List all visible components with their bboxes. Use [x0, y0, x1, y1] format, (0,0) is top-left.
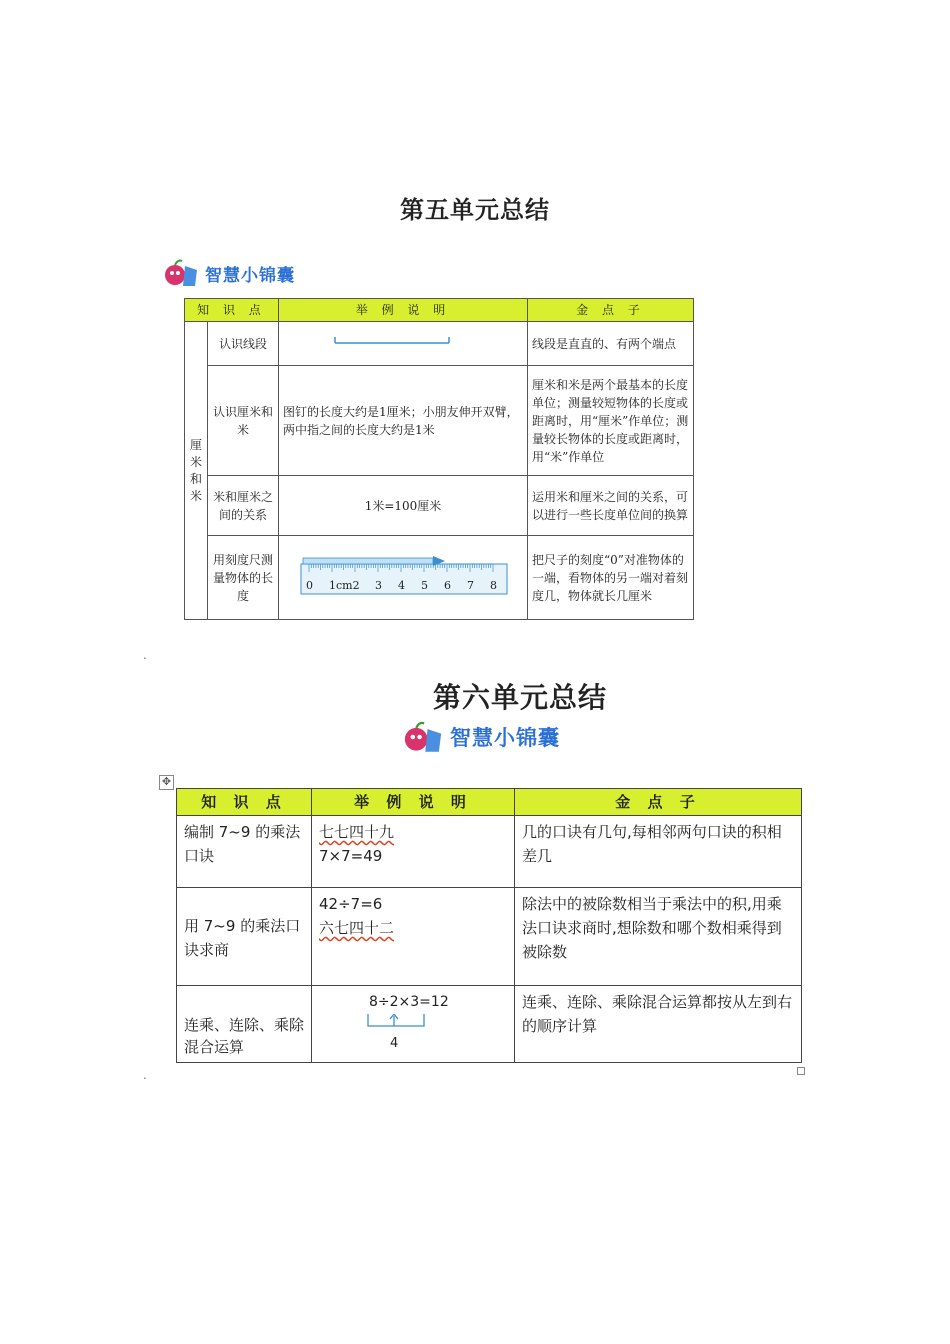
example-cell [279, 322, 528, 366]
unit5-badge [163, 258, 295, 288]
line-segment-figure [283, 331, 523, 351]
tip-cell: 几的口诀有几句,每相邻两句口诀的积相差几 [515, 816, 802, 888]
table-header [185, 299, 694, 322]
table-row [185, 322, 694, 366]
unit5-title: 第五单元总结 [400, 196, 550, 224]
ruler-label: 0 [306, 579, 313, 592]
expression: 8÷2×3=12 [369, 994, 449, 1010]
table-row [185, 536, 694, 620]
header-tip: 金 点 子 [515, 789, 802, 816]
intermediate-result: 4 [390, 1036, 399, 1051]
tip-cell: 运用米和厘米之间的关系，可以进行一些长度单位间的换算 [528, 476, 694, 536]
topic-cell: 米和厘米之间的关系 [208, 476, 279, 536]
unit5-table [184, 298, 694, 620]
ruler-label: 1cm2 [329, 579, 360, 592]
table-row [185, 476, 694, 536]
header-example: 举 例 说 明 [312, 789, 515, 816]
topic-cell: 用刻度尺测量物体的长度 [208, 536, 279, 620]
header-knowledge: 知 识 点 [177, 789, 312, 816]
example-line-1: 42÷7=6 [319, 895, 383, 913]
badge-label: 智慧小锦囊 [450, 726, 560, 750]
ruler-label: 8 [490, 579, 497, 592]
example-cell [312, 816, 515, 888]
ruler-figure [283, 550, 523, 600]
ruler-label: 4 [398, 579, 405, 592]
badge-label: 智慧小锦囊 [205, 265, 295, 286]
table-header [177, 789, 802, 816]
paragraph-mark: . [143, 1068, 147, 1082]
tip-cell: 厘米和米是两个最基本的长度单位；测量较短物体的长度或距离时，用“厘米”作单位；测量较长物体的长度或距离时，用“米”作单位 [528, 366, 694, 476]
apple-bag-icon [402, 720, 444, 754]
example-line-2: 7×7=49 [319, 847, 383, 865]
ruler-label: 5 [421, 579, 428, 592]
example-cell: 1米=100厘米 [279, 476, 528, 536]
unit6-badge [402, 720, 560, 754]
table-resize-handle[interactable] [797, 1067, 805, 1075]
tip-cell: 把尺子的刻度“0”对准物体的一端，看物体的另一端对着刻度几，物体就长几厘米 [528, 536, 694, 620]
paragraph-mark: . [143, 648, 147, 662]
table-row [177, 816, 802, 888]
header-knowledge: 知 识 点 [185, 299, 279, 322]
topic-cell: 认识线段 [208, 322, 279, 366]
topic-cell: 用 7~9 的乘法口诀求商 [177, 888, 312, 986]
tip-cell: 除法中的被除数相当于乘法中的积,用乘法口诀求商时,想除数和哪个数相乘得到被除数 [515, 888, 802, 986]
ruler-label: 6 [444, 579, 451, 592]
unit6-title: 第六单元总结 [432, 681, 607, 714]
example-line-2: 六七四十二 [319, 919, 395, 937]
order-arrow-figure [362, 1014, 442, 1036]
topic-cell: 编制 7~9 的乘法口诀 [177, 816, 312, 888]
tip-cell: 线段是直直的、有两个端点 [528, 322, 694, 366]
apple-bag-icon [163, 258, 199, 288]
ruler-label: 3 [375, 579, 382, 592]
table-row [177, 986, 802, 1063]
table-row [185, 366, 694, 476]
tip-cell: 连乘、连除、乘除混合运算都按从左到右的顺序计算 [515, 986, 802, 1063]
example-cell: 图钉的长度大约是1厘米；小朋友伸开双臂，两中指之间的长度大约是1米 [279, 366, 528, 476]
group-label: 厘米和米 [185, 322, 208, 620]
example-cell [312, 888, 515, 986]
unit6-table [176, 788, 802, 1063]
header-example: 举 例 说 明 [279, 299, 528, 322]
example-cell [279, 536, 528, 620]
topic-cell: 连乘、连除、乘除混合运算 [177, 986, 312, 1063]
example-cell [312, 986, 515, 1063]
table-row [177, 888, 802, 986]
header-tip: 金 点 子 [528, 299, 694, 322]
topic-cell: 认识厘米和米 [208, 366, 279, 476]
ruler-label: 7 [467, 579, 474, 592]
table-move-handle-icon[interactable]: ✥ [159, 775, 174, 790]
example-line-1: 七七四十九 [319, 823, 395, 841]
